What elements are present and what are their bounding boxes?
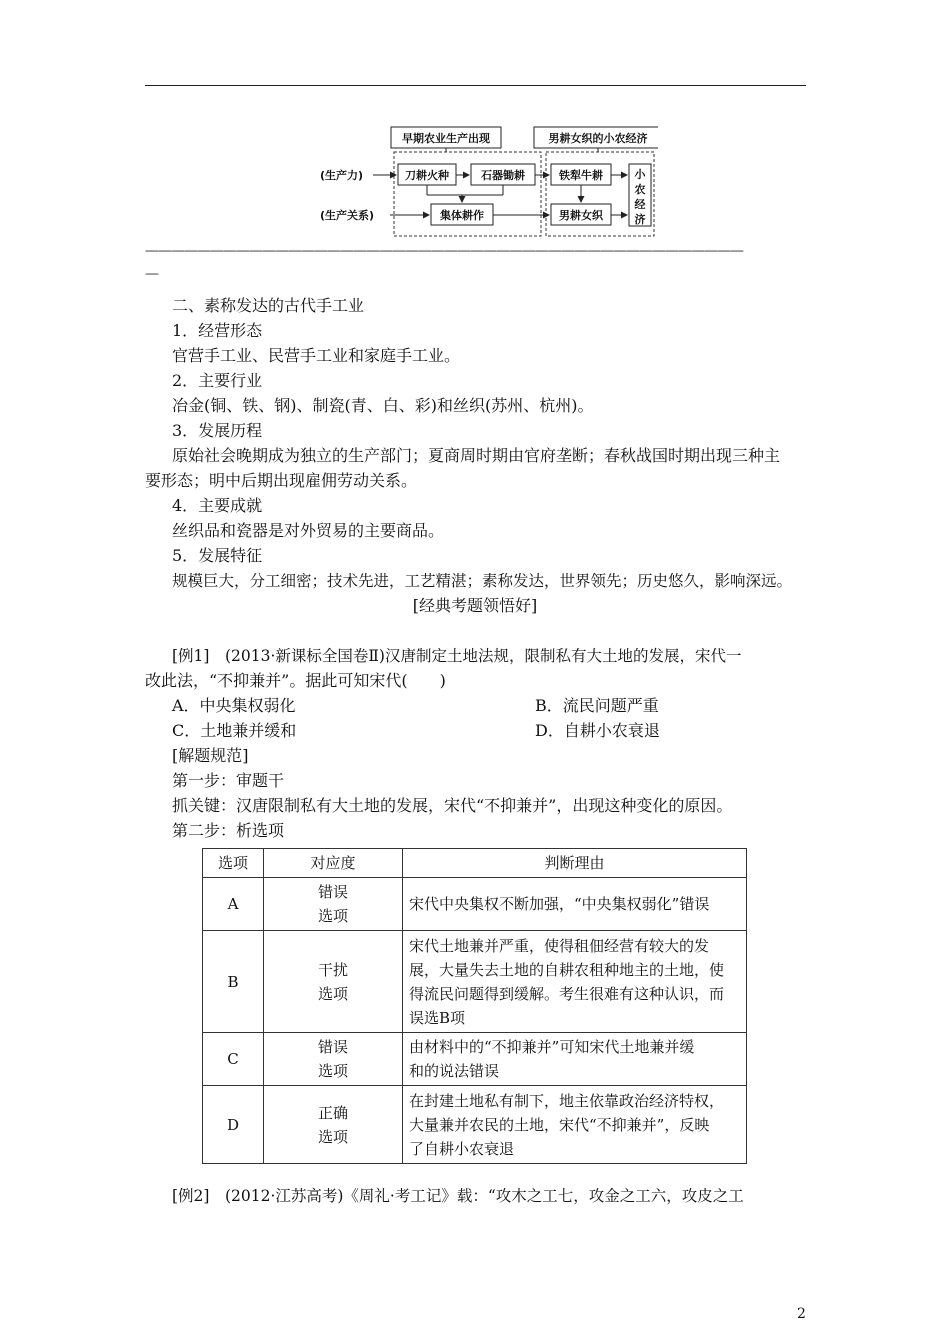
option-a: A．中央集权弱化 <box>172 696 296 715</box>
collective-text: 集体耕作 <box>440 209 484 222</box>
classic-exam-subheading: [经典考题领悟好] <box>412 596 538 615</box>
example1-line1: [例1] (2013·新课标全国卷Ⅱ)汉唐制定土地法规，限制私有大土地的发展，宋代一 <box>172 647 742 665</box>
svg-text:农: 农 <box>634 183 646 196</box>
early-agri-text: 早期农业生产出现 <box>402 132 490 145</box>
key-point: 抓关键：汉唐限制私有大土地的发展，宋代“不抑兼并”，出现这种变化的原因。 <box>172 796 733 815</box>
example2-line1: [例2] (2012·江苏高考)《周礼·考工记》载：“攻木之工七，攻金之工六，攻皮之工 <box>172 1187 744 1205</box>
row-option: C <box>203 1033 264 1086</box>
option-b: B．流民问题严重 <box>535 696 659 715</box>
row-reason: 宋代中央集权不断加强，“中央集权弱化”错误 <box>403 878 747 931</box>
item-4-body: 丝织品和瓷器是对外贸易的主要商品。 <box>172 521 445 540</box>
page-number: 2 <box>797 1306 806 1322</box>
header-reason: 判断理由 <box>403 849 747 878</box>
svg-text:小: 小 <box>634 168 646 181</box>
row-degree: 错误 选项 <box>264 1033 403 1086</box>
separator-dashes: —————————————————————————————————————————————— <box>145 243 743 259</box>
table-row <box>203 1086 747 1164</box>
iron-ox-text: 铁犁牛耕 <box>559 169 603 182</box>
option-c: C．土地兼并缓和 <box>172 721 297 740</box>
men-women-text: 男耕女织 <box>559 209 603 222</box>
option-d: D．自耕小农衰退 <box>535 721 660 740</box>
step-2: 第二步：析选项 <box>172 821 285 840</box>
table-header-row <box>203 849 747 878</box>
item-2-body: 冶金(铜、铁、钢)、制瓷(青、白、彩)和丝织(苏州、杭州)。 <box>172 396 594 415</box>
solution-spec: [解题规范] <box>172 746 249 765</box>
row-reason: 在封建土地私有制下，地主依靠政治经济特权， 大量兼并农民的土地，宋代“不抑兼并”，反映 了自耕小农衰退 <box>403 1086 747 1164</box>
example1-line2: 改此法，“不抑兼并”。据此可知宋代( ) <box>145 671 446 690</box>
row-option: B <box>203 931 264 1033</box>
header-degree: 对应度 <box>264 849 403 878</box>
slash-burn-text: 刀耕火种 <box>405 169 449 182</box>
item-3-body-line1: 原始社会晚期成为独立的生产部门；夏商周时期由官府垄断；春秋战国时期出现三种主 <box>172 446 781 465</box>
productivity-label: (生产力) <box>320 169 364 182</box>
step-1: 第一步：审题干 <box>172 771 285 790</box>
row-option: D <box>203 1086 264 1164</box>
relations-label: (生产关系) <box>320 209 375 222</box>
svg-text:济: 济 <box>634 213 646 226</box>
agriculture-flow-diagram <box>318 118 658 240</box>
table-row <box>203 1033 747 1086</box>
row-degree: 错误 选项 <box>264 878 403 931</box>
table-row <box>203 931 747 1033</box>
item-2-title: 2．主要行业 <box>172 371 263 390</box>
item-4-title: 4．主要成就 <box>172 496 263 515</box>
table-row <box>203 878 747 931</box>
small-farm-econ-text: 男耕女织的小农经济 <box>548 132 648 145</box>
separator-dash-tail: — <box>145 266 159 282</box>
item-1-body: 官营手工业、民营手工业和家庭手工业。 <box>172 346 461 365</box>
item-3-title: 3．发展历程 <box>172 421 263 440</box>
row-reason: 宋代土地兼并严重，使得租佃经营有较大的发 展，大量失去土地的自耕农租种地主的土地，使 得流民问题得到缓解。考生很难有这种认识，而 误选B项 <box>403 931 747 1033</box>
row-option: A <box>203 878 264 931</box>
item-5-title: 5．发展特征 <box>172 546 263 565</box>
item-3-body-line2: 要形态；明中后期出现雇佣劳动关系。 <box>145 471 418 490</box>
item-1-title: 1．经营形态 <box>172 321 263 340</box>
svg-text:经: 经 <box>634 198 646 211</box>
item-5-body: 规模巨大，分工细密；技术先进，工艺精湛；素称发达，世界领先；历史悠久，影响深远。 <box>172 572 793 590</box>
row-degree: 干扰 选项 <box>264 931 403 1033</box>
row-degree: 正确 选项 <box>264 1086 403 1164</box>
header-rule <box>145 85 806 86</box>
section-heading: 二、素称发达的古代手工业 <box>172 296 365 315</box>
row-reason: 由材料中的“不抑兼并”可知宋代土地兼并缓 和的说法错误 <box>403 1033 747 1086</box>
option-analysis-table <box>202 848 747 1164</box>
header-option: 选项 <box>203 849 264 878</box>
stone-tools-text: 石器锄耕 <box>481 169 525 182</box>
